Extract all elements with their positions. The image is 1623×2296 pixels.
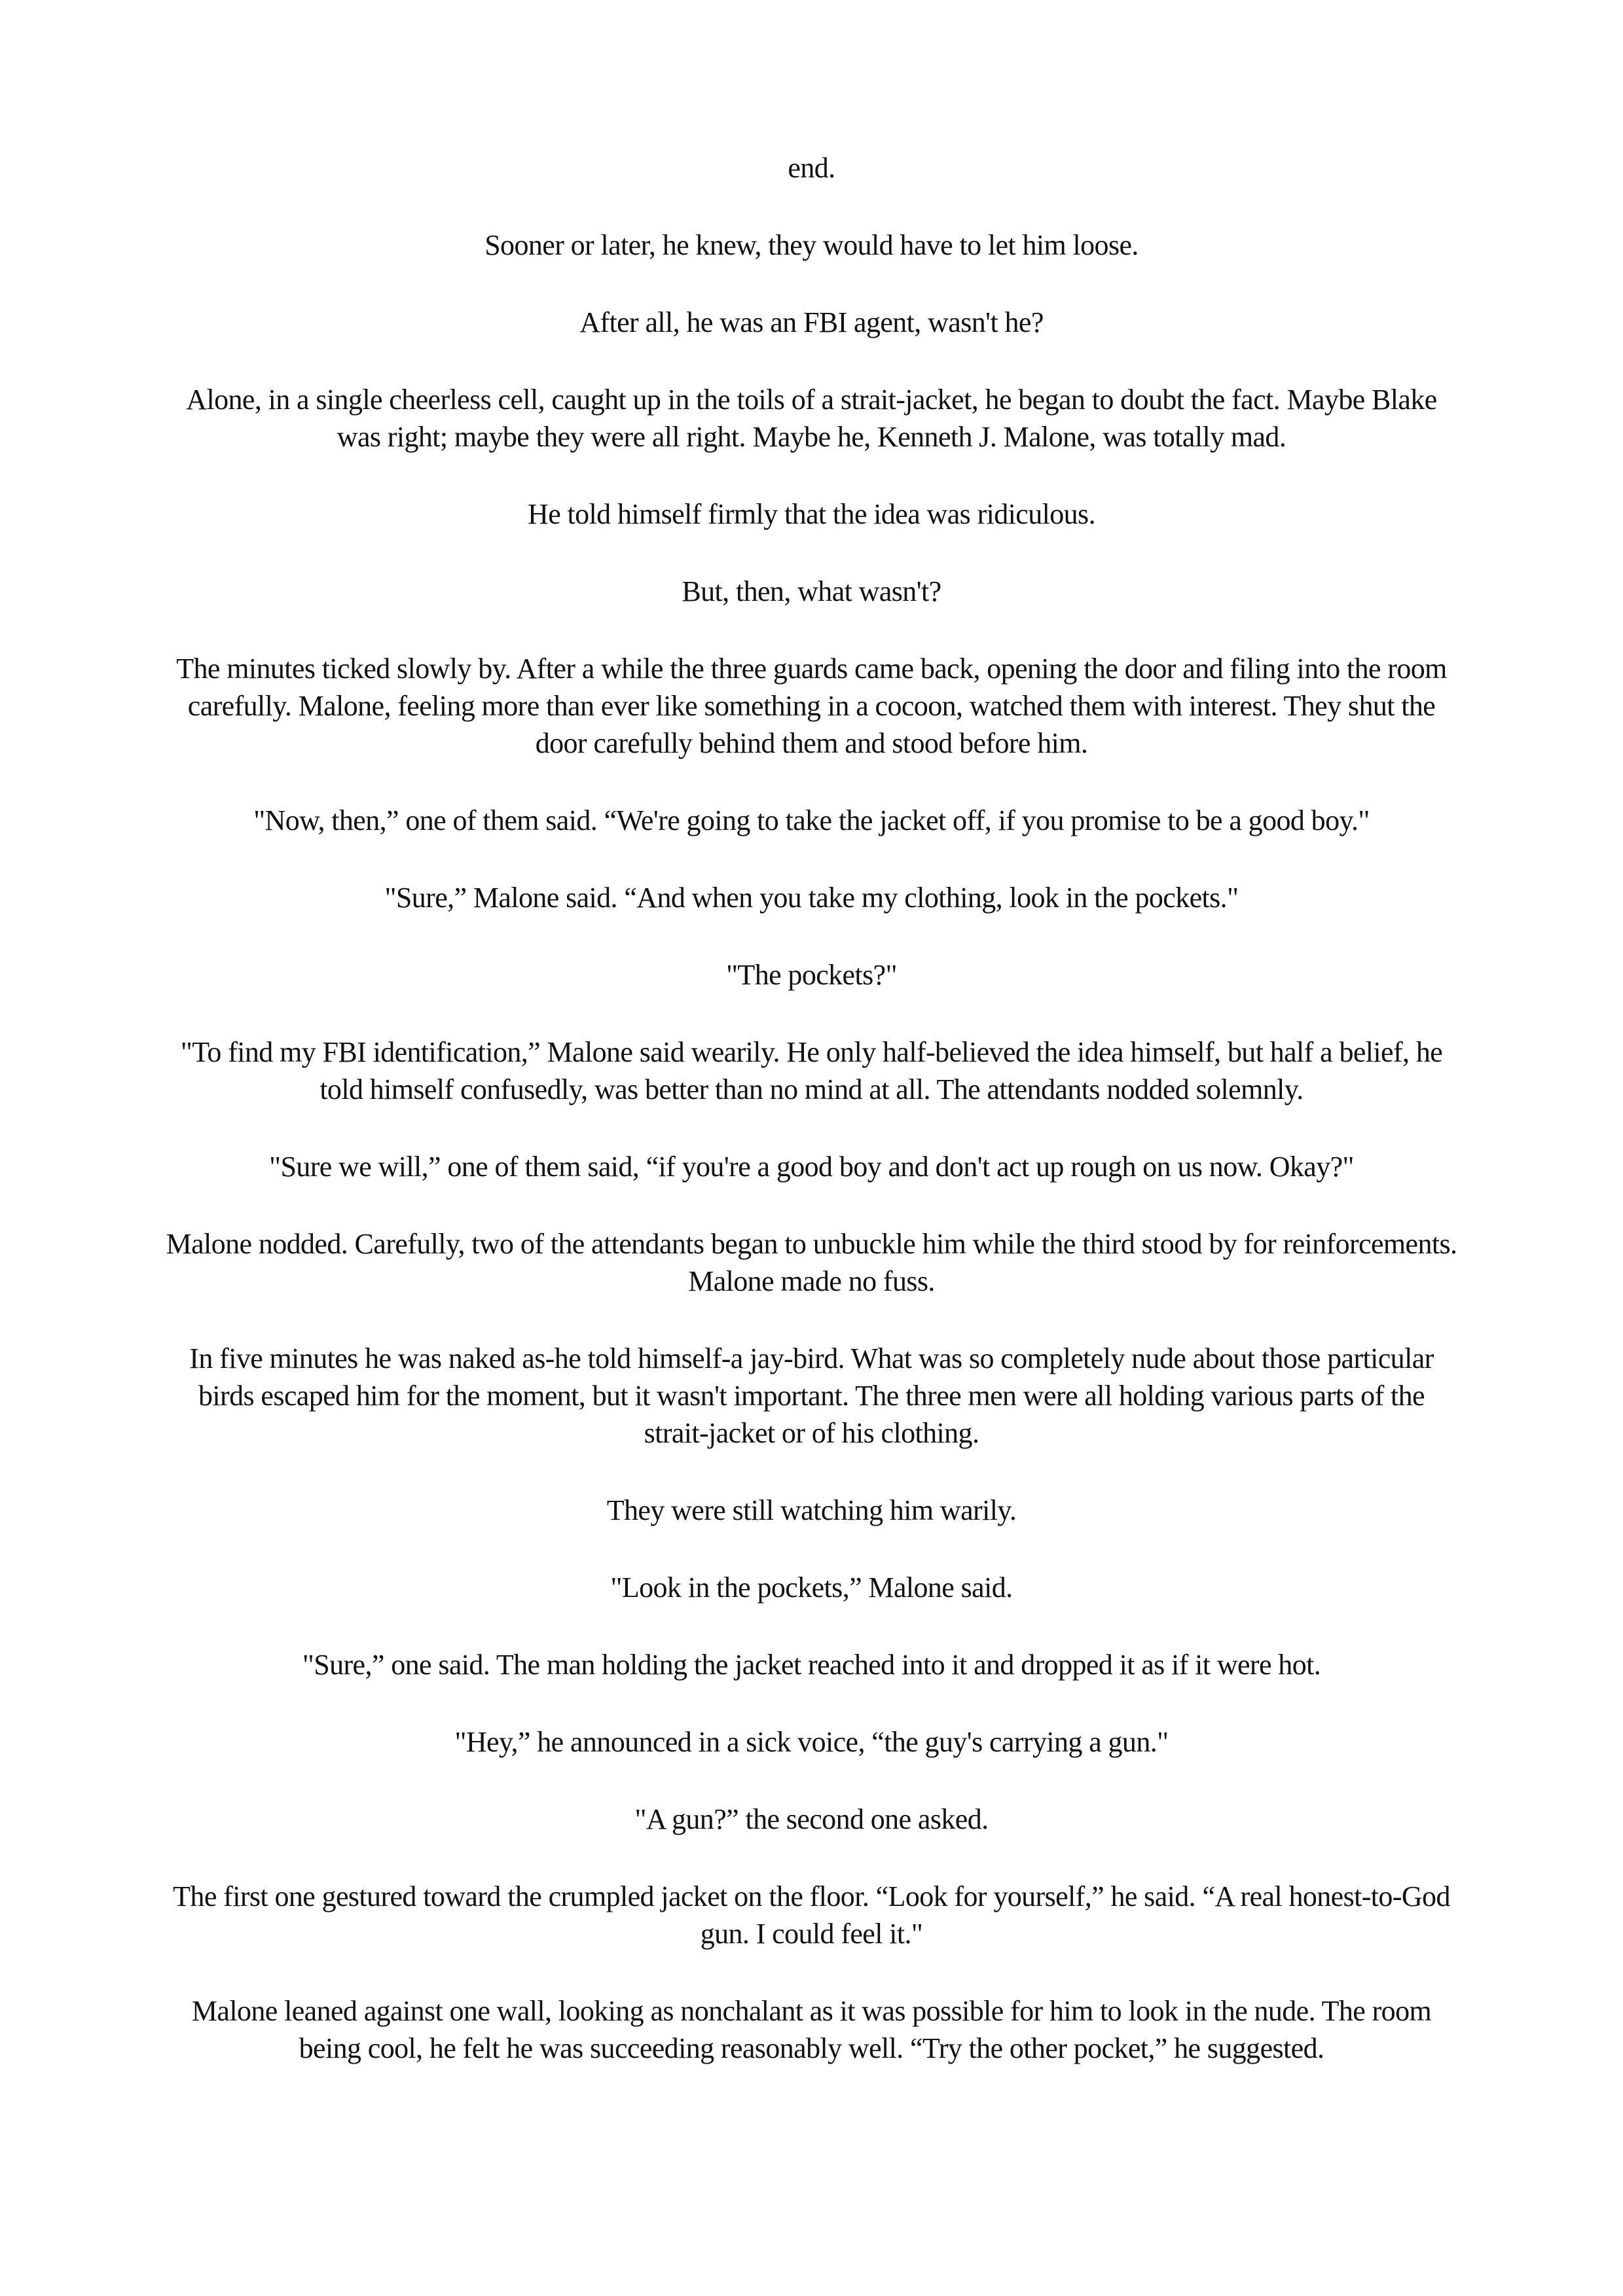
paragraph: After all, he was an FBI agent, wasn't he?: [579, 306, 1044, 338]
paragraph: "The pockets?": [726, 959, 897, 991]
paragraph: "A gun?” the second one asked.: [634, 1803, 989, 1835]
paragraph: The first one gestured toward the crumpled jacket on the floor. “Look for yourself,” he said. “A real honest-to-God gun. I could feel it.": [173, 1880, 1450, 1950]
paragraph: But, then, what wasn't?: [682, 575, 941, 607]
paragraph: Sooner or later, he knew, they would have to let him loose.: [484, 229, 1139, 261]
paragraph: In five minutes he was naked as-he told himself-a jay-bird. What was so completely nude about those particular birds escaped him for the moment, but it wasn't important. The three men were all holding various parts of the strait-jacket or of his clothing.: [189, 1342, 1434, 1449]
paragraph: "Sure,” Malone said. “And when you take my clothing, look in the pockets.": [384, 882, 1239, 914]
paragraph: The minutes ticked slowly by. After a while the three guards came back, opening the door and filing into the room carefully. Malone, feeling more than ever like something in a cocoon, watched them with interest. They shut the door carefully behind them and stood before him.: [176, 653, 1447, 759]
paragraph: Malone nodded. Carefully, two of the attendants began to unbuckle him while the third stood by for reinforcements. Malone made no fuss.: [166, 1228, 1457, 1297]
paragraph: "Look in the pockets,” Malone said.: [610, 1571, 1013, 1604]
body-text: [164, 149, 1459, 2107]
paragraph: "To find my FBI identification,” Malone said wearily. He only half-believed the idea himself, but half a belief, he told himself confusedly, was better than no mind at all. The attendants nodded solemnly.: [180, 1036, 1443, 1105]
paragraph: He told himself firmly that the idea was ridiculous.: [528, 498, 1095, 530]
paragraph: "Hey,” he announced in a sick voice, “the guy's carrying a gun.": [454, 1726, 1169, 1758]
paragraph: end.: [788, 152, 835, 184]
paragraph: Malone leaned against one wall, looking as nonchalant as it was possible for him to look in the nude. The room being cool, he felt he was succeeding reasonably well. “Try the other pocket,” he suggested.: [191, 1995, 1432, 2064]
paragraph: "Sure,” one said. The man holding the jacket reached into it and dropped it as if it were hot.: [302, 1649, 1321, 1681]
paragraph: They were still watching him warily.: [606, 1494, 1017, 1526]
paragraph: "Now, then,” one of them said. “We're going to take the jacket off, if you promise to be a good boy.": [253, 804, 1370, 836]
paragraph: Alone, in a single cheerless cell, caught up in the toils of a strait-jacket, he began to doubt the fact. Maybe Blake was right; maybe they were all right. Maybe he, Kenneth J. Malone, was totally mad.: [186, 384, 1437, 453]
paragraph: "Sure we will,” one of them said, “if you're a good boy and don't act up rough on us now. Okay?": [269, 1151, 1354, 1183]
